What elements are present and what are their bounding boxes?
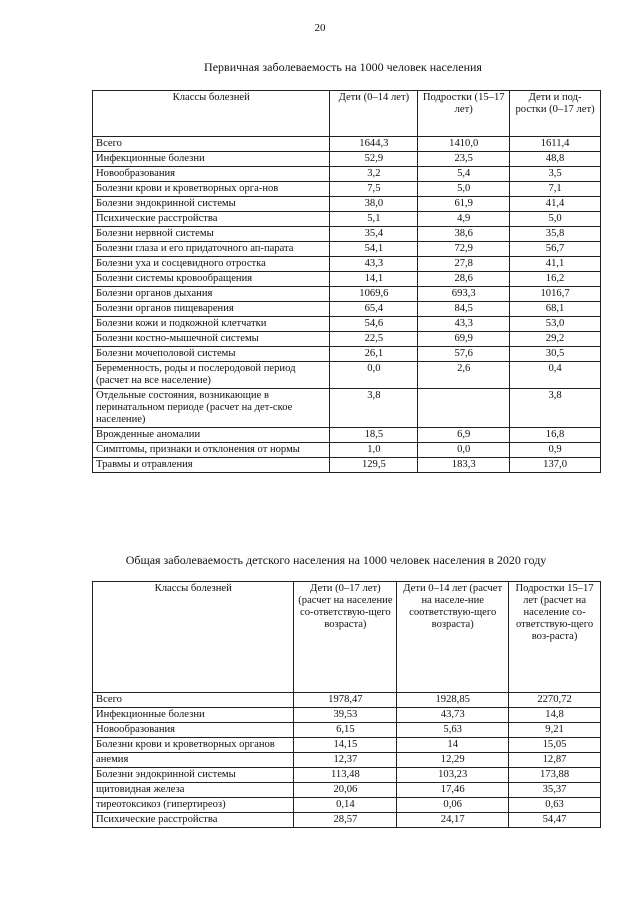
disease-class-cell: тиреотоксикоз (гипертиреоз) — [93, 798, 294, 813]
table-row — [93, 347, 601, 362]
disease-class-cell: Всего — [93, 693, 294, 708]
value-cell: 6,15 — [294, 723, 397, 738]
disease-class-cell: Болезни глаза и его придаточного ап-парата — [93, 242, 330, 257]
table-row — [93, 428, 601, 443]
disease-class-cell: Инфекционные болезни — [93, 152, 330, 167]
column-header: Классы болезней — [93, 91, 330, 137]
value-cell: 35,37 — [509, 783, 601, 798]
disease-class-cell: Болезни уха и сосцевидного отростка — [93, 257, 330, 272]
value-cell: 48,8 — [510, 152, 601, 167]
value-cell: 0,9 — [510, 443, 601, 458]
value-cell: 68,1 — [510, 302, 601, 317]
disease-class-cell: Новообразования — [93, 167, 330, 182]
disease-class-cell: Болезни крови и кроветворных органов — [93, 738, 294, 753]
value-cell: 693,3 — [418, 287, 510, 302]
table1-title: Первичная заболеваемость на 1000 человек населения — [204, 60, 482, 74]
value-cell: 43,3 — [418, 317, 510, 332]
value-cell: 35,8 — [510, 227, 601, 242]
table-row — [93, 182, 601, 197]
value-cell: 72,9 — [418, 242, 510, 257]
value-cell: 24,17 — [397, 813, 509, 828]
table-row — [93, 783, 601, 798]
value-cell: 1611,4 — [510, 137, 601, 152]
value-cell: 16,2 — [510, 272, 601, 287]
value-cell: 27,8 — [418, 257, 510, 272]
disease-class-cell: Психические расстройства — [93, 813, 294, 828]
table-row — [93, 768, 601, 783]
header-row — [93, 582, 601, 693]
value-cell: 12,37 — [294, 753, 397, 768]
value-cell: 84,5 — [418, 302, 510, 317]
value-cell: 1069,6 — [330, 287, 418, 302]
disease-class-cell: Болезни эндокринной системы — [93, 768, 294, 783]
general-morbidity-table — [92, 581, 601, 828]
value-cell: 14 — [397, 738, 509, 753]
disease-class-cell: Болезни нервной системы — [93, 227, 330, 242]
table-row — [93, 317, 601, 332]
value-cell: 57,6 — [418, 347, 510, 362]
value-cell: 12,87 — [509, 753, 601, 768]
value-cell: 16,8 — [510, 428, 601, 443]
value-cell: 183,3 — [418, 458, 510, 473]
table-row — [93, 302, 601, 317]
column-header: Дети и под-ростки (0–17 лет) — [510, 91, 601, 137]
value-cell: 129,5 — [330, 458, 418, 473]
table2-body — [93, 693, 601, 828]
table-row — [93, 443, 601, 458]
value-cell: 39,53 — [294, 708, 397, 723]
value-cell: 103,23 — [397, 768, 509, 783]
value-cell: 38,6 — [418, 227, 510, 242]
table2-header — [93, 582, 601, 693]
value-cell: 1978,47 — [294, 693, 397, 708]
value-cell: 54,47 — [509, 813, 601, 828]
value-cell: 3,8 — [510, 389, 601, 428]
value-cell: 7,5 — [330, 182, 418, 197]
value-cell: 2270,72 — [509, 693, 601, 708]
value-cell: 56,7 — [510, 242, 601, 257]
table-row — [93, 167, 601, 182]
disease-class-cell: Болезни кожи и подкожной клетчатки — [93, 317, 330, 332]
table-row — [93, 813, 601, 828]
disease-class-cell: Психические расстройства — [93, 212, 330, 227]
value-cell: 20,06 — [294, 783, 397, 798]
value-cell: 0,0 — [330, 362, 418, 389]
value-cell: 69,9 — [418, 332, 510, 347]
value-cell: 35,4 — [330, 227, 418, 242]
value-cell: 5,0 — [418, 182, 510, 197]
value-cell: 23,5 — [418, 152, 510, 167]
table-row — [93, 227, 601, 242]
column-header: Подростки 15–17 лет (расчет на население со-ответствую-щего воз-раста) — [509, 582, 601, 693]
value-cell: 18,5 — [330, 428, 418, 443]
table-row — [93, 137, 601, 152]
value-cell: 30,5 — [510, 347, 601, 362]
value-cell: 173,88 — [509, 768, 601, 783]
value-cell: 0,0 — [418, 443, 510, 458]
value-cell: 0,4 — [510, 362, 601, 389]
disease-class-cell: Инфекционные болезни — [93, 708, 294, 723]
table-row — [93, 753, 601, 768]
header-row — [93, 91, 601, 137]
table-row — [93, 152, 601, 167]
value-cell: 1,0 — [330, 443, 418, 458]
value-cell — [418, 389, 510, 428]
value-cell: 12,29 — [397, 753, 509, 768]
table1-header — [93, 91, 601, 137]
column-header: Дети 0–14 лет (расчет на населе-ние соответствую-щего возраста) — [397, 582, 509, 693]
value-cell: 3,8 — [330, 389, 418, 428]
table-row — [93, 197, 601, 212]
value-cell: 26,1 — [330, 347, 418, 362]
table2-title: Общая заболеваемость детского населения на 1000 человек населения в 2020 году — [125, 553, 547, 567]
value-cell: 52,9 — [330, 152, 418, 167]
table-row — [93, 458, 601, 473]
value-cell: 65,4 — [330, 302, 418, 317]
value-cell: 4,9 — [418, 212, 510, 227]
value-cell: 5,4 — [418, 167, 510, 182]
value-cell: 3,5 — [510, 167, 601, 182]
column-header: Подростки (15–17 лет) — [418, 91, 510, 137]
table-row — [93, 389, 601, 428]
disease-class-cell: Болезни системы кровообращения — [93, 272, 330, 287]
value-cell: 1644,3 — [330, 137, 418, 152]
value-cell: 28,57 — [294, 813, 397, 828]
disease-class-cell: Болезни крови и кроветворных орга-нов — [93, 182, 330, 197]
table-row — [93, 242, 601, 257]
column-header: Дети (0–17 лет) (расчет на население со-ответствую-щего возраста) — [294, 582, 397, 693]
value-cell: 38,0 — [330, 197, 418, 212]
value-cell: 14,8 — [509, 708, 601, 723]
disease-class-cell: Болезни мочеполовой системы — [93, 347, 330, 362]
table-row — [93, 332, 601, 347]
value-cell: 54,6 — [330, 317, 418, 332]
value-cell: 0,14 — [294, 798, 397, 813]
primary-morbidity-table — [92, 90, 601, 473]
disease-class-cell: Болезни костно-мышечной системы — [93, 332, 330, 347]
value-cell: 28,6 — [418, 272, 510, 287]
value-cell: 1016,7 — [510, 287, 601, 302]
value-cell: 53,0 — [510, 317, 601, 332]
value-cell: 17,46 — [397, 783, 509, 798]
table-row — [93, 798, 601, 813]
disease-class-cell: щитовидная железа — [93, 783, 294, 798]
table-row — [93, 272, 601, 287]
value-cell: 29,2 — [510, 332, 601, 347]
value-cell: 5,1 — [330, 212, 418, 227]
table-row — [93, 257, 601, 272]
value-cell: 43,3 — [330, 257, 418, 272]
table-row — [93, 708, 601, 723]
value-cell: 137,0 — [510, 458, 601, 473]
table-row — [93, 693, 601, 708]
disease-class-cell: Новообразования — [93, 723, 294, 738]
value-cell: 14,15 — [294, 738, 397, 753]
table-row — [93, 723, 601, 738]
table-row — [93, 212, 601, 227]
disease-class-cell: Болезни органов дыхания — [93, 287, 330, 302]
disease-class-cell: Травмы и отравления — [93, 458, 330, 473]
table-row — [93, 287, 601, 302]
table1-body — [93, 137, 601, 473]
value-cell: 1410,0 — [418, 137, 510, 152]
value-cell: 3,2 — [330, 167, 418, 182]
value-cell: 113,48 — [294, 768, 397, 783]
value-cell: 54,1 — [330, 242, 418, 257]
value-cell: 41,1 — [510, 257, 601, 272]
column-header: Классы болезней — [93, 582, 294, 693]
table-row — [93, 362, 601, 389]
disease-class-cell: Симптомы, признаки и отклонения от нормы — [93, 443, 330, 458]
disease-class-cell: Врожденные аномалии — [93, 428, 330, 443]
value-cell: 7,1 — [510, 182, 601, 197]
value-cell: 1928,85 — [397, 693, 509, 708]
value-cell: 9,21 — [509, 723, 601, 738]
value-cell: 14,1 — [330, 272, 418, 287]
disease-class-cell: Отдельные состояния, возникающие в перинатальном периоде (расчет на дет-ское население) — [93, 389, 330, 428]
value-cell: 15,05 — [509, 738, 601, 753]
value-cell: 22,5 — [330, 332, 418, 347]
column-header: Дети (0–14 лет) — [330, 91, 418, 137]
page-number: 20 — [314, 22, 326, 34]
value-cell: 2,6 — [418, 362, 510, 389]
value-cell: 41,4 — [510, 197, 601, 212]
disease-class-cell: Всего — [93, 137, 330, 152]
disease-class-cell: Болезни эндокринной системы — [93, 197, 330, 212]
value-cell: 6,9 — [418, 428, 510, 443]
value-cell: 0,63 — [509, 798, 601, 813]
value-cell: 0,06 — [397, 798, 509, 813]
disease-class-cell: Беременность, роды и послеродовой период (расчет на все население) — [93, 362, 330, 389]
value-cell: 5,63 — [397, 723, 509, 738]
table-row — [93, 738, 601, 753]
value-cell: 43,73 — [397, 708, 509, 723]
disease-class-cell: Болезни органов пищеварения — [93, 302, 330, 317]
disease-class-cell: анемия — [93, 753, 294, 768]
value-cell: 61,9 — [418, 197, 510, 212]
value-cell: 5,0 — [510, 212, 601, 227]
